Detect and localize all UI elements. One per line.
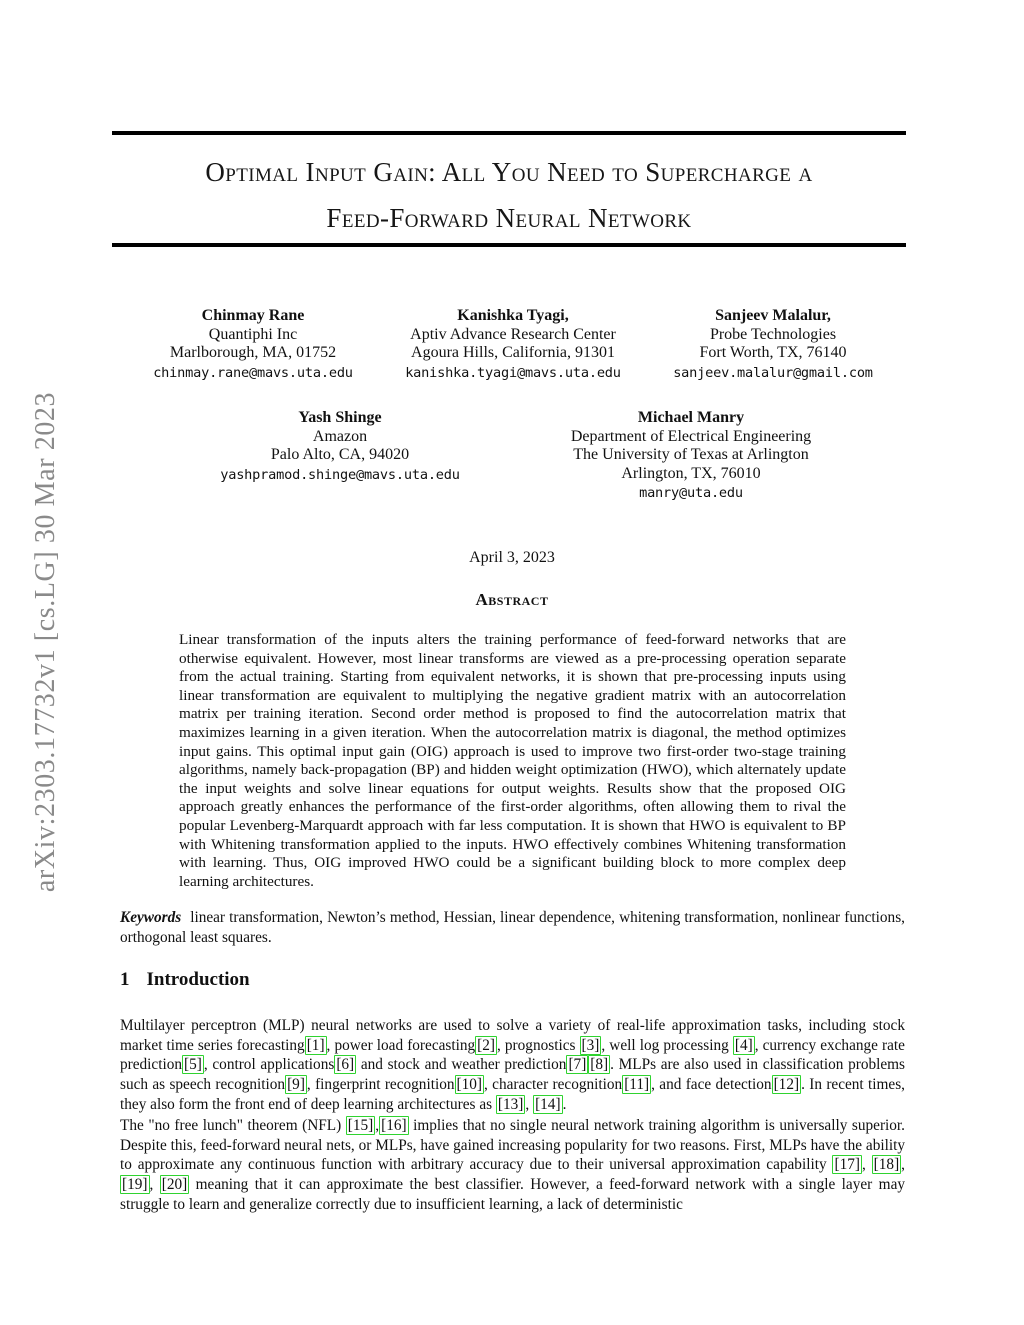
paper-date: April 3, 2023 bbox=[469, 549, 555, 566]
section-title: Introduction bbox=[146, 969, 250, 990]
citation-link[interactable]: [13] bbox=[497, 1095, 524, 1113]
citation-link[interactable]: [9] bbox=[287, 1076, 305, 1094]
citation-link[interactable]: [20] bbox=[161, 1176, 188, 1194]
author-address: Palo Alto, CA, 94020 bbox=[270, 446, 410, 463]
author-block-kanishka-tyagi bbox=[385, 307, 641, 382]
citation-link[interactable]: [15] bbox=[347, 1117, 374, 1134]
keywords-line bbox=[120, 908, 905, 947]
author-block-chinmay-rane bbox=[128, 307, 378, 382]
author-email: yashpramod.shinge@mavs.uta.edu bbox=[220, 466, 460, 483]
citation-link[interactable]: [5] bbox=[184, 1056, 202, 1074]
author-name: Kanishka Tyagi, bbox=[457, 307, 569, 324]
abstract-text: Linear transformation of the inputs alters the training performance of feed-forward networks that are otherwise equivalent. However, most linear transforms are viewed as a pre-processing operation separate from the actual training. Starting from equivalent networks, it is shown that pre-processing inputs using linear transformation are equivalent to multiplying the negative gradient matrix with an autocorrelation matrix per training iteration. Second order method is proposed to find the autocorrelation matrix that maximizes learning in a given iteration. When the autocorrelation matrix is diagonal, the method optimizes input gains. This optimal input gain (OIG) approach is used to improve two first-order two-stage training algorithms, namely back-propagation (BP) and hidden weight optimization (HWO), which alternately update the input weights and solve linear equations for output weights. Results show that the proposed OIG approach greatly enhances the performance of the first-order algorithms, often allowing them to rival the popular Levenberg-Marquardt approach with far less computation. It is shown that HWO is equivalent to BP with Whitening transformation applied to the inputs. HWO effectively combines Whitening transformation with learning. Thus, OIG improved HWO could be a significant building block to more complex deep learning architectures. bbox=[179, 631, 846, 890]
author-address: Agoura Hills, California, 91301 bbox=[411, 344, 615, 361]
citation-link[interactable]: [3] bbox=[581, 1036, 600, 1054]
citation-link[interactable]: [18] bbox=[873, 1156, 900, 1174]
citation-link[interactable]: [10] bbox=[456, 1076, 482, 1094]
intro-paragraph-1: Multilayer perceptron (MLP) neural networks are used to solve a variety of real-life approximation tasks, including stock market time series forecasting [1] , power load forecasting [2] , prognostics [3] , well log processing [4] , currency exchange rate prediction [5] , control applications [6] and stock and weather prediction [7] [8] . MLPs are also used in classification problems such as speech recognition [9] , fingerprint recognition [10] , character recognition [11] , and face detection [12] . In recent times, they also form the front end of deep learning architectures as [13] , [14] . bbox=[120, 1017, 906, 1113]
author-address: Arlington, TX, 76010 bbox=[621, 464, 761, 482]
citation-link[interactable]: [6] bbox=[336, 1056, 355, 1074]
paper-title bbox=[112, 149, 906, 241]
paper-title-line1: Optimal Input Gain: All You Need to Supercharge a bbox=[205, 157, 813, 187]
author-block-sanjeev-malalur bbox=[640, 307, 906, 382]
author-email: manry@uta.edu bbox=[639, 485, 743, 501]
section-number: 1 bbox=[120, 969, 130, 990]
keywords-label: Keywords bbox=[120, 909, 182, 926]
author-email: kanishka.tyagi@mavs.uta.edu bbox=[405, 364, 621, 381]
author-name: Yash Shinge bbox=[298, 409, 382, 426]
citation-link[interactable]: [19] bbox=[122, 1176, 148, 1194]
citation-link[interactable]: [1] bbox=[306, 1036, 325, 1054]
title-rule-bottom bbox=[112, 243, 906, 247]
author-email: chinmay.rane@mavs.uta.edu bbox=[153, 364, 353, 381]
author-name: Sanjeev Malalur, bbox=[715, 307, 831, 324]
citation-link[interactable]: [12] bbox=[773, 1076, 800, 1094]
citation-link[interactable]: [7] bbox=[568, 1056, 587, 1074]
paper-title-line2: Feed-Forward Neural Network bbox=[326, 203, 692, 233]
title-rule-top bbox=[112, 131, 906, 135]
citation-link[interactable]: [11] bbox=[624, 1076, 650, 1094]
author-block-yash-shinge bbox=[212, 409, 468, 484]
author-affiliation: Aptiv Advance Research Center bbox=[410, 325, 616, 343]
citation-link[interactable]: [8] bbox=[590, 1056, 609, 1074]
intro-paragraph-2: The "no free lunch" theorem (NFL) [15] , [16] implies that no single neural network training algorithm is universally superior. Despite this, feed-forward neural nets, or MLPs, have gained increasing popularity for two reasons. First, MLPs have the ability to approximate any continuous function with arbitrary accuracy due to their universal approximation capability [17] , [18] , [19] , [20] meaning that it can approximate the best classifier. However, a feed-forward network with a single layer may struggle to learn and generalize correctly due to insufficient learning, a lack of deterministic bbox=[120, 1117, 906, 1213]
abstract-heading: Abstract bbox=[475, 590, 549, 609]
author-affiliation: Amazon bbox=[312, 427, 368, 445]
author-affiliation: Probe Technologies bbox=[709, 325, 837, 343]
author-affiliation: Quantiphi Inc bbox=[208, 325, 298, 343]
author-name: Chinmay Rane bbox=[201, 307, 305, 324]
author-address: Fort Worth, TX, 76140 bbox=[699, 344, 847, 361]
author-block-michael-manry bbox=[545, 409, 837, 503]
citation-link[interactable]: [17] bbox=[834, 1156, 860, 1174]
citation-link[interactable]: [2] bbox=[477, 1036, 495, 1054]
citation-link[interactable]: [4] bbox=[734, 1036, 753, 1054]
author-name: Michael Manry bbox=[637, 409, 745, 426]
author-department: Department of Electrical Engineering bbox=[570, 427, 812, 445]
section-heading-introduction bbox=[120, 969, 250, 991]
arxiv-watermark: arXiv:2303.17732v1 [cs.LG] 30 Mar 2023 bbox=[30, 391, 61, 893]
citation-link[interactable]: [14] bbox=[535, 1095, 561, 1113]
author-university: The University of Texas at Arlington bbox=[573, 446, 809, 463]
author-email: sanjeev.malalur@gmail.com bbox=[673, 364, 873, 381]
citation-link[interactable]: [16] bbox=[381, 1117, 407, 1134]
author-address: Marlborough, MA, 01752 bbox=[169, 344, 337, 361]
keywords-text: linear transformation, Newton’s method, Hessian, linear dependence, whitening transformation, nonlinear functions, orthogonal least squares. bbox=[120, 909, 905, 946]
